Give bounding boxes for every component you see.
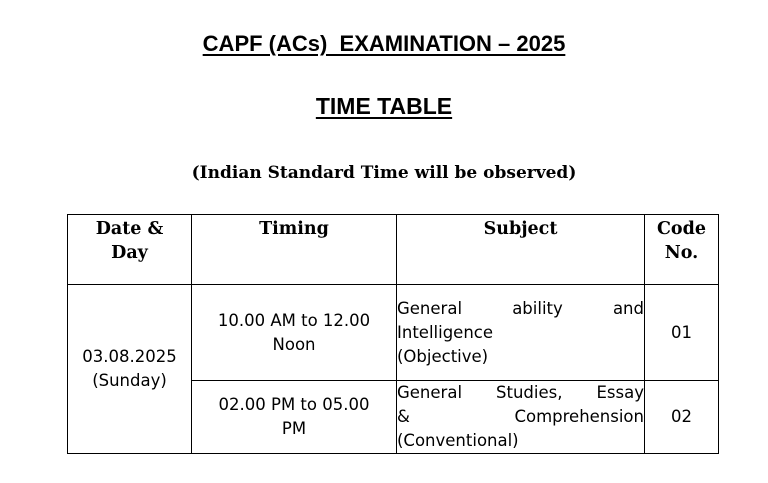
subject-cell <box>397 285 645 381</box>
header-code-line-2: No. <box>664 243 699 263</box>
subject-cell <box>397 381 645 454</box>
subject-line-1: General Studies, Essay <box>397 383 644 402</box>
header-code-line-1: Code <box>657 219 706 239</box>
timing-line-2: PM <box>281 419 307 438</box>
timing-cell <box>192 285 397 381</box>
exam-date: 03.08.2025 <box>82 347 177 366</box>
header-timing: Timing <box>192 215 397 285</box>
timetable-heading: TIME TABLE <box>315 93 453 119</box>
subject-line-2: Intelligence <box>397 322 494 342</box>
header-row <box>68 215 719 285</box>
timing-cell <box>192 381 397 454</box>
code-cell: 02 <box>645 381 719 454</box>
header-date-day <box>68 215 192 285</box>
subject-line-3: (Conventional) <box>397 431 519 450</box>
subject-line-3: (Objective) <box>397 346 489 366</box>
subject-line-2: & Comprehension <box>397 407 644 426</box>
code-cell: 01 <box>645 285 719 381</box>
timing-line-1: 10.00 AM to 12.00 <box>217 310 371 330</box>
header-date-line-2: Day <box>111 243 148 263</box>
subject-line-1: General ability and <box>397 298 644 318</box>
header-code <box>645 215 719 285</box>
timetable <box>67 214 719 454</box>
ist-note: (Indian Standard Time will be observed) <box>191 163 577 183</box>
exam-title: CAPF (ACs) EXAMINATION – 2025 <box>202 31 566 56</box>
timing-line-1: 02.00 PM to 05.00 <box>218 395 370 414</box>
header-date-line-1: Date & <box>95 219 164 239</box>
header-subject: Subject <box>397 215 645 285</box>
timing-line-2: Noon <box>272 334 316 354</box>
table-row <box>68 285 719 381</box>
exam-day: (Sunday) <box>92 371 167 390</box>
date-cell <box>68 285 192 454</box>
